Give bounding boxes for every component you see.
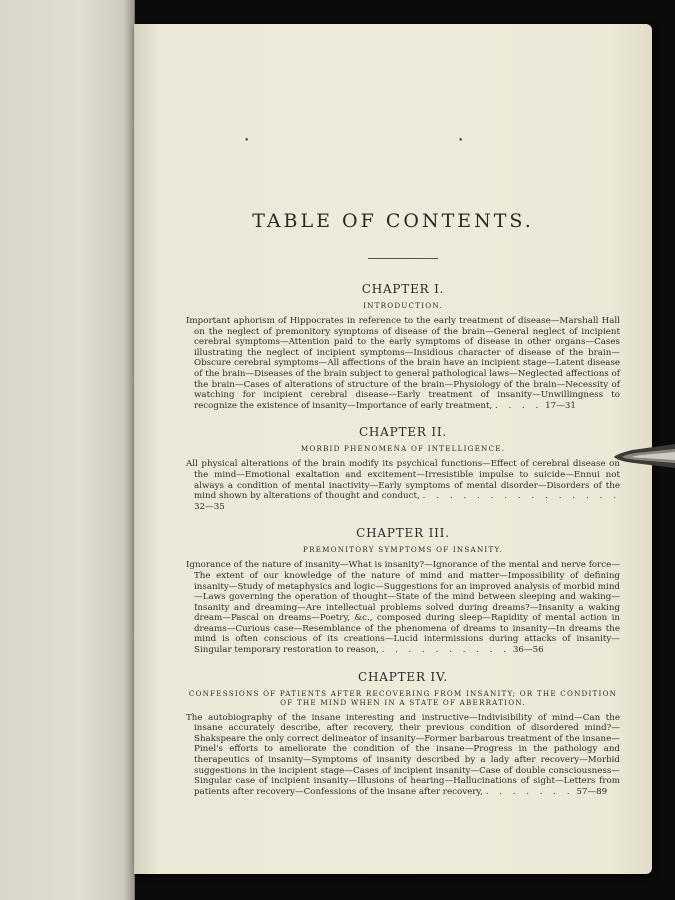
summary-text: Important aphorism of Hippocrates in reference to the early treatment of disease—Marshall Hall on the neglect of premonitory symptoms of disease of the brain—General neglect of incipient cerebral symptoms—Attention paid to the early symptoms of disease in other organs—Cases illustrating the neglect of incipient symptoms—Insidious character of disease of the brain—Obscure cerebral symptoms—All affections of the brain have an incipient stage—Latent disease of the brain—Diseases of the brain subject to general pathological laws—Neglected affections of the brain—Cases of alterations of structure of the brain—Physiology of the brain—Necessity of watching for incipient cerebral disease—Early treatment of insanity—Unwillingness to recognize the existence of insanity—Importance of early treatment, — [186, 316, 620, 411]
chapter-summary — [186, 560, 620, 655]
chapter-entry — [186, 670, 620, 798]
chapter-subtitle: MORBID PHENOMENA OF INTELLIGENCE. — [300, 444, 506, 454]
chapter-entry — [186, 425, 620, 512]
page-range: 57—89 — [576, 786, 608, 797]
dot-leader: . . . . — [494, 400, 543, 411]
chapter-subtitle: PREMONITORY SYMPTOMS OF INSANITY. — [303, 545, 503, 555]
chapter-entry — [186, 282, 620, 411]
bookmark-ribbon — [612, 440, 675, 472]
page-speck: • — [458, 136, 464, 146]
chapter-summary — [186, 713, 620, 798]
summary-text: All physical alterations of the brain modify its psychical functions—Effect of cerebral disease on the mind—Emotional exaltation and excitement—Irresistible impulse to suicide—Ennui not always a condition of mental inactivity—Early symptoms of mental disorder—Disorders of the mind shown by alterations of thought and conduct, — [186, 459, 620, 502]
chapter-heading: CHAPTER IV. — [358, 669, 448, 684]
dot-leader: . . . . . . . . . . . . . . . — [422, 491, 620, 502]
chapter-heading: CHAPTER II. — [358, 425, 448, 440]
page-speck: • — [244, 136, 250, 146]
book-page — [134, 24, 652, 874]
dot-leader: . . . . . . . — [485, 786, 574, 797]
chapter-subtitle: CONFESSIONS OF PATIENTS AFTER RECOVERING FROM INSANITY; OR THE CONDITION OF THE MIND WHEN IN A STATE OF ABERRATION. — [188, 688, 618, 707]
chapter-summary — [186, 316, 620, 411]
chapter-heading: CHAPTER III. — [356, 526, 450, 541]
chapter-subtitle: INTRODUCTION. — [363, 301, 443, 310]
title-rule — [368, 258, 438, 259]
page-range: 36—56 — [512, 645, 544, 656]
page-range: 17—31 — [545, 400, 576, 411]
chapter-summary — [186, 459, 620, 512]
summary-text: The autobiography of the insane interesting and instructive—Indivisibility of mind—Can the insane accurately describe, after recovery, their previous condition of disordered mind?—Shakspeare the only correct delineator of insanity—Former barbarous treatment of the insane—Pinel's efforts to ameliorate the condition of the insane—Progress in the pathology and therapeutics of insanity—Symptoms of insanity described by a lady after recovery—Morbid suggestions in the incipient stage—Cases of incipient insanity—Case of double consciousness—Singular case of incipient insanity—Illusions of hearing—Hallucinations of sight—Letters from patients after recovery—Confessions of the insane after recovery, — [186, 712, 620, 797]
chapter-heading: CHAPTER I. — [361, 282, 445, 296]
chapter-entry — [186, 526, 620, 655]
facing-page — [0, 0, 135, 900]
summary-text: Ignorance of the nature of insanity—What is insanity?—Ignorance of the mental and nerve force—The extent of our knowledge of the nature of mind and matter—Impossibility of defining insanity—Study of metaphysics and logic—Suggestions for an improved analysis of morbid mind—Laws governing the operation of thought—State of the mind between sleeping and waking—Insanity and dreaming—Are intellectual problems solved during dreams?—Insanity a waking dream—Pascal on dreams—Poetry, &c., composed during sleep—Rapidity of mental action in dreams—Curious case—Resemblance of the phenomena of dreams to insanity—In dreams the mind is often conscious of its creations—Lucid intermissions during attacks of insanity—Singular temporary restoration to reason, — [186, 560, 620, 656]
contents-list — [186, 282, 620, 811]
page-range: 32—35 — [194, 501, 225, 512]
page-title: TABLE OF CONTENTS. — [252, 210, 534, 232]
dot-leader: . . . . . . . . . . — [381, 645, 511, 656]
